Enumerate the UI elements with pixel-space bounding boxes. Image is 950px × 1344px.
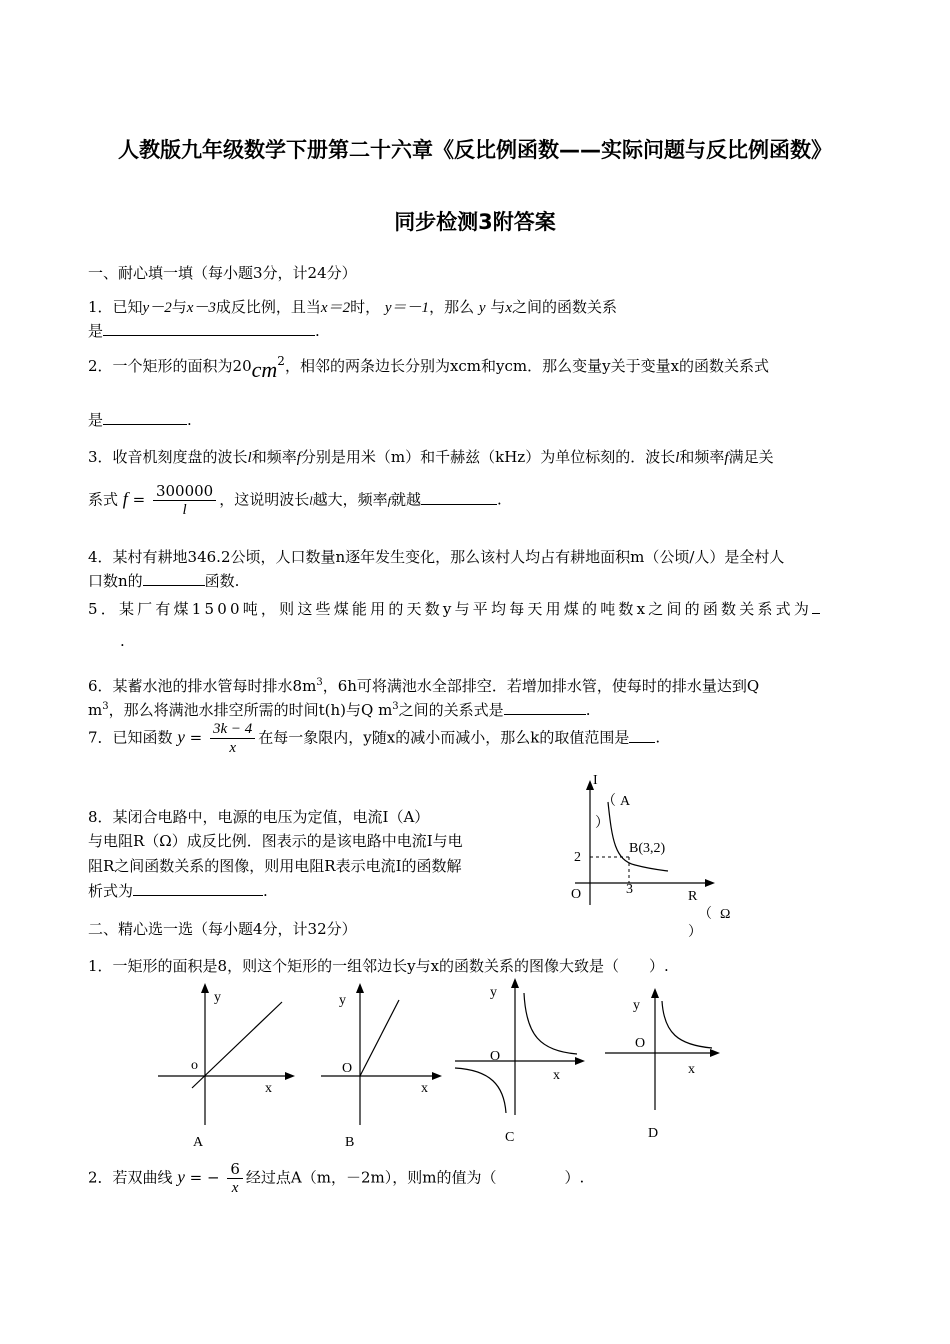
ray-from-origin xyxy=(360,1000,399,1076)
x-axis-label: R xyxy=(688,889,698,904)
question-5-line2: . xyxy=(120,632,125,650)
section-2-question-1: 1．一矩形的面积是8，则这个矩形的一组邻边长y与x的函数关系的图像大致是（ ）. xyxy=(88,957,669,975)
option-a-graph[interactable] xyxy=(150,980,300,1155)
answer-blank[interactable] xyxy=(133,881,263,896)
question-8: 8．某闭合电路中，电源的电压为定值，电流I（A） xyxy=(88,808,430,826)
fraction: $\frac{6}{x}$ xyxy=(227,1160,243,1197)
option-c-graph[interactable] xyxy=(450,975,590,1150)
answer-blank[interactable] xyxy=(103,410,187,425)
x-label: x xyxy=(421,1081,428,1096)
y-axis-arrow xyxy=(201,983,209,993)
page-subtitle: 同步检测3附答案 xyxy=(394,210,556,234)
question-3-line2: 系式 f = $\frac{300000}{l}$ ，这说明波长l越大，频率f就越 . xyxy=(88,482,502,518)
origin-label: O xyxy=(342,1061,353,1076)
question-3: 3．收音机刻度盘的波长l和频率f分别是用米（m）和千赫兹（kHz）为单位标刻的．波长l和频率f满足关 xyxy=(88,448,774,466)
y-axis-label: I xyxy=(593,773,598,788)
hyperbola-branch-q1 xyxy=(662,1001,712,1048)
answer-blank[interactable] xyxy=(421,490,497,505)
x-axis-arrow xyxy=(710,1049,720,1057)
section-1-heading: 一、耐心填一填（每小题3分，计24分） xyxy=(88,264,357,282)
y-label: y xyxy=(214,990,221,1005)
x-unit: Ω xyxy=(720,907,731,922)
x-label: x xyxy=(553,1068,560,1083)
hyperbola-branch-q1 xyxy=(524,993,577,1054)
answer-blank[interactable] xyxy=(812,599,820,614)
question-2: 2．一个矩形的面积为$20cm^2$，相邻的两条边长分别为xcm和ycm．那么变量y关于变量x的函数关系式 xyxy=(88,354,770,382)
fraction: $\frac{300000}{l}$ xyxy=(153,482,216,519)
question-1: 1．已知y－2与x－3成反比例，且当x＝2时， y＝－1，那么 y 与x之间的函数关系 xyxy=(88,298,618,316)
y-axis-arrow xyxy=(511,978,519,988)
option-a-label: A xyxy=(193,1135,204,1150)
point-b-label: B(3,2) xyxy=(629,841,666,856)
question-4-line2: 口数n的 函数. xyxy=(88,572,240,590)
hyperbola-branch-q3 xyxy=(455,1068,506,1113)
x-axis-arrow xyxy=(432,1072,442,1080)
origin-label: O xyxy=(490,1049,501,1064)
question-5: 5．某厂有煤1500吨，则这些煤能用的天数y与平均每天用煤的吨数x之间的函数关系式为 xyxy=(88,598,820,620)
x-axis-arrow xyxy=(705,879,715,887)
y-label: y xyxy=(633,998,640,1013)
page-title: 人教版九年级数学下册第二十六章《反比例函数——实际问题与反比例函数》 xyxy=(118,138,832,162)
section-2-heading: 二、精心选一选（每小题4分，计32分） xyxy=(88,920,357,938)
hyperbola-curve xyxy=(608,802,668,871)
x-label: x xyxy=(688,1062,695,1077)
question-8-line2: 与电阻R（Ω）成反比例．图表示的是该电路中电流I与电 xyxy=(88,832,463,850)
y-label: y xyxy=(339,993,346,1008)
current-resistance-graph xyxy=(560,770,760,940)
option-d-label: D xyxy=(648,1126,659,1141)
question-6-line2: $m^3$，那么将满池水排空所需的时间t(h)与Q $m^3$之间的关系式是 . xyxy=(88,701,591,719)
option-b-graph[interactable] xyxy=(315,980,450,1155)
y-unit-open: （ xyxy=(602,794,616,809)
tick-y: 2 xyxy=(574,850,581,865)
option-c-label: C xyxy=(505,1130,515,1145)
y-label: y xyxy=(490,985,497,1000)
question-7: 7．已知函数 y = $\frac{3k - 4}{x}$ 在每一象限内，y随x的减小而减小，那么k的取值范围是 . xyxy=(88,721,661,756)
question-4: 4．某村有耕地346.2公顷，人口数量n逐年发生变化，那么该村人均占有耕地面积m（公顷/人）是全村人 xyxy=(88,548,785,566)
option-b-label: B xyxy=(345,1135,355,1150)
question-8-line3: 阻R之间函数关系的图像，则用电阻R表示电流I的函数解 xyxy=(88,857,462,875)
origin-label: O xyxy=(571,887,582,902)
y-unit-close: ） xyxy=(595,816,609,831)
question-1-line2: 是 . xyxy=(88,322,320,340)
x-axis-arrow xyxy=(285,1072,295,1080)
fraction: $\frac{3k - 4}{x}$ xyxy=(210,720,255,757)
question-2-line2: 是 . xyxy=(88,411,192,429)
question-6: 6．某蓄水池的排水管每时排水$8m^3$，6h可将满池水全部排空．若增加排水管，使每时的排水量达到Q xyxy=(88,677,760,695)
x-axis-arrow xyxy=(575,1057,585,1065)
origin-label: o xyxy=(191,1058,198,1073)
question-8-line4: 析式为 . xyxy=(88,882,268,900)
origin-label: O xyxy=(635,1036,646,1051)
y-axis-arrow xyxy=(651,988,659,998)
option-d-graph[interactable] xyxy=(600,985,730,1150)
x-label: x xyxy=(265,1081,272,1096)
answer-blank[interactable] xyxy=(504,700,586,715)
y-axis-arrow xyxy=(356,983,364,993)
section-2-question-2: 2．若双曲线 y = − $\frac{6}{x}$ 经过点A（m，－2m），则m的值为（ ）. xyxy=(88,1160,585,1196)
x-unit-close: ） xyxy=(688,925,702,940)
answer-blank[interactable] xyxy=(629,728,655,743)
y-unit: A xyxy=(620,794,631,809)
x-unit-open: （ xyxy=(698,907,712,922)
answer-blank[interactable] xyxy=(103,321,315,336)
answer-blank[interactable] xyxy=(143,571,205,586)
tick-x: 3 xyxy=(626,882,633,897)
